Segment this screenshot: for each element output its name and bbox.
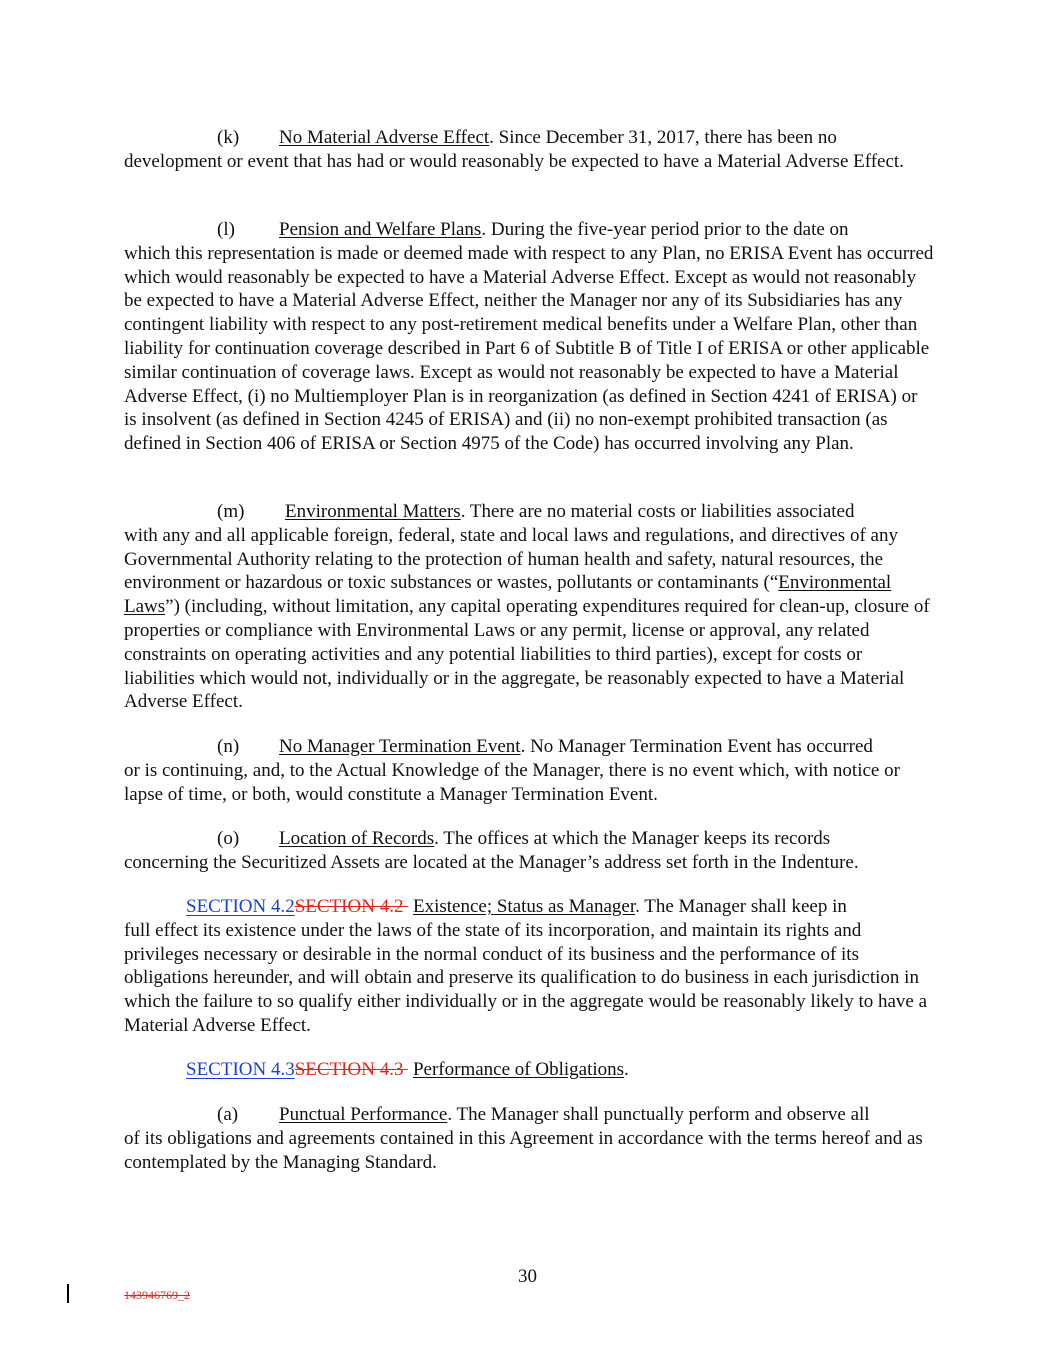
paragraph-first-line: . There are no material costs or liabilities associated [460, 501, 855, 522]
paragraph-heading: Punctual Performance [279, 1104, 448, 1125]
paragraph-l [124, 218, 934, 456]
section-body: full effect its existence under the laws of the state of its incorporation, and maintain its rights and privileges necessary or desirable in the normal conduct of its business and the performance of its obligations hereunder, and will obtain and preserve its qualification to do business in each jurisdiction in which the failure to so qualify either individually or in the aggregate would be reasonably likely to have a Material Adverse Effect. [124, 919, 928, 1036]
paragraph-heading: No Manager Termination Event [279, 736, 521, 757]
paragraph-heading: No Material Adverse Effect [279, 127, 490, 148]
paragraph-body: concerning the Securitized Assets are located at the Manager’s address set forth in the Indenture. [124, 851, 859, 873]
paragraph-first-line: . The Manager shall punctually perform and observe all [447, 1104, 870, 1125]
paragraph-label: (a) [217, 1104, 239, 1125]
paragraph-label: (m) [217, 501, 245, 522]
paragraph-first-line: . No Manager Termination Event has occurred [520, 736, 873, 757]
inserted-section-number: SECTION 4.2 [186, 896, 295, 917]
paragraph-body: with any and all applicable foreign, federal, state and local laws and regulations, and directives of any Governmental Authority relating to the protection of human health and safety, natural resources, the environment or hazardous or toxic substances or wastes, pollutants or contaminants (“ [124, 524, 898, 594]
section-4-3 [124, 1058, 934, 1082]
paragraph-heading: Environmental Matters [285, 501, 461, 522]
deleted-section-number: SECTION 4.3 [294, 1059, 409, 1080]
paragraph-a [124, 1103, 934, 1174]
section-4-2 [124, 895, 934, 1038]
paragraph-first-line: . During the five-year period prior to the date on [481, 219, 849, 240]
deleted-section-number: SECTION 4.2 [294, 896, 409, 917]
paragraph-label: (k) [217, 127, 240, 148]
paragraph-label: (o) [217, 828, 240, 849]
paragraph-o [124, 827, 934, 875]
section-tail: . [624, 1059, 629, 1080]
change-bar [67, 1284, 69, 1303]
paragraph-body: which this representation is made or deemed made with respect to any Plan, no ERISA Event has occurred which would reasonably be expected to have a Material Adverse Effect. Except as would not reasonably be expected to have a Material Adverse Effect, neither the Manager nor any of its Subsidiaries has any contingent liability with respect to any post-retirement medical benefits under a Welfare Plan, other than liability for continuation coverage described in Part 6 of Subtitle B of Title I of ERISA or other applicable similar continuation of coverage laws. Except as would not reasonably be expected to have a Material Adverse Effect, (i) no Multiemployer Plan is in reorganization (as defined in Section 4241 of ERISA) or is insolvent (as defined in Section 4245 of ERISA) and (ii) no non-exempt prohibited transaction (as defined in Section 406 of ERISA or Section 4975 of the Code) has occurred involving any Plan. [124, 242, 934, 455]
paragraph-body-continued: ”) (including, without limitation, any capital operating expenditures required for clean-up, closure of properties or compliance with Environmental Laws or any permit, license or approval, any related constraints on operating activities and any potential liabilities to third parties), except for costs or liabilities which would not, individually or in the aggregate, be reasonably expected to have a Material Adverse Effect. [124, 596, 930, 713]
paragraph-n [124, 735, 934, 806]
paragraph-first-line: . Since December 31, 2017, there has been no [489, 127, 837, 148]
page-number: 30 [518, 1266, 537, 1287]
paragraph-label: (l) [217, 219, 235, 240]
paragraph-label: (n) [217, 736, 240, 757]
document-id: 143946769_2 [124, 1288, 190, 1302]
section-heading: Existence; Status as Manager [412, 896, 636, 917]
defined-term: Environmental Laws [124, 572, 892, 618]
paragraph-k [124, 126, 934, 174]
paragraph-body: or is continuing, and, to the Actual Knowledge of the Manager, there is no event which, with notice or lapse of time, or both, would constitute a Manager Termination Event. [124, 759, 900, 805]
section-first-line: . The Manager shall keep in [635, 896, 847, 917]
paragraph-heading: Location of Records [279, 828, 435, 849]
paragraph-heading: Pension and Welfare Plans [279, 219, 482, 240]
paragraph-m [124, 500, 934, 714]
paragraph-body: of its obligations and agreements contained in this Agreement in accordance with the terms hereof and as contemplated by the Managing Standard. [124, 1127, 923, 1173]
paragraph-first-line: . The offices at which the Manager keeps its records [434, 828, 831, 849]
paragraph-body: development or event that has had or would reasonably be expected to have a Material Adverse Effect. [124, 150, 904, 172]
section-heading: Performance of Obligations [412, 1059, 625, 1080]
inserted-section-number: SECTION 4.3 [186, 1059, 295, 1080]
